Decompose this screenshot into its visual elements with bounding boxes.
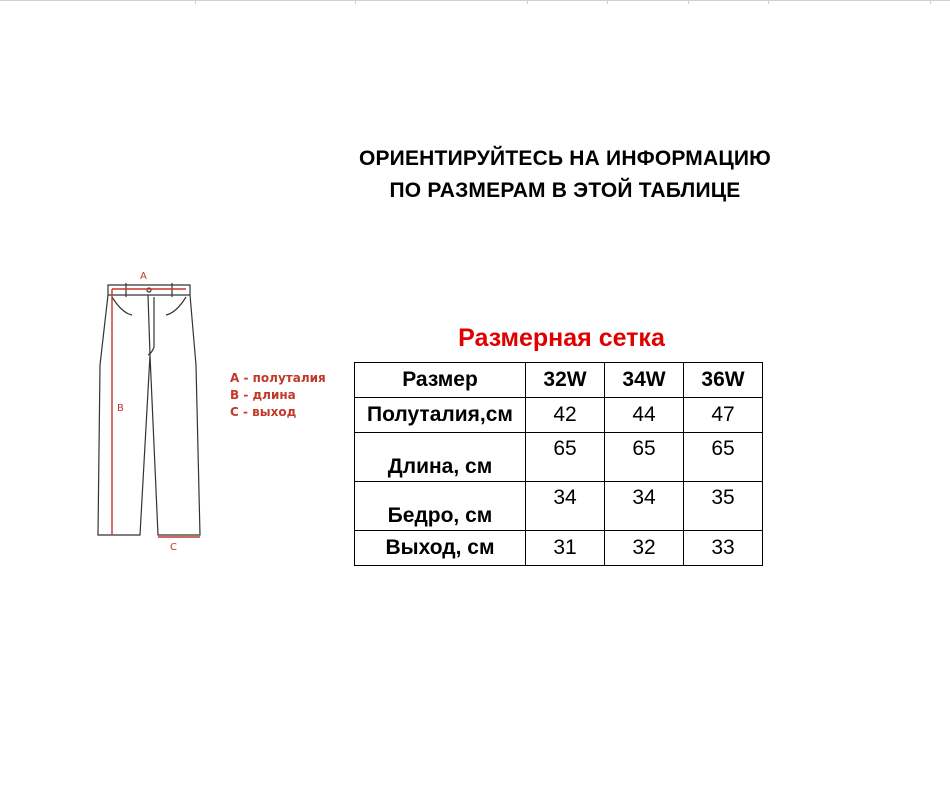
- table-cell: 35: [684, 482, 763, 531]
- marker-a-label: A: [140, 271, 147, 282]
- table-row: [355, 482, 763, 531]
- table-header-row: [355, 363, 763, 398]
- legend-item-a: A - полуталия: [230, 371, 326, 385]
- table-cell: 34: [526, 482, 605, 531]
- pants-pocket-left: [112, 297, 132, 315]
- diagram-legend: [230, 370, 326, 421]
- table-header-label: Размер: [355, 363, 526, 398]
- table-row: [355, 531, 763, 566]
- grid-tick: [607, 0, 608, 4]
- table-header-size: 32W: [526, 363, 605, 398]
- grid-tick: [930, 0, 931, 4]
- marker-b-label: B: [117, 403, 124, 414]
- table-cell: 65: [605, 433, 684, 482]
- pants-pocket-right: [166, 297, 186, 315]
- marker-c-label: C: [170, 542, 177, 553]
- grid-tick: [195, 0, 196, 4]
- table-row: [355, 398, 763, 433]
- row-label: Бедро, см: [355, 482, 526, 531]
- row-label: Выход, см: [355, 531, 526, 566]
- pants-waistband: [108, 285, 190, 295]
- heading-line-1: ОРИЕНТИРУЙТЕСЬ НА ИНФОРМАЦИЮ: [358, 147, 772, 170]
- table-cell: 33: [684, 531, 763, 566]
- heading-line-2: ПО РАЗМЕРАМ В ЭТОЙ ТАБЛИЦЕ: [389, 179, 741, 202]
- table-cell: 42: [526, 398, 605, 433]
- pants-diagram: [92, 265, 222, 565]
- table-cell: 65: [684, 433, 763, 482]
- grid-tick: [355, 0, 356, 4]
- legend-item-b: B - длина: [230, 388, 296, 402]
- table-cell: 31: [526, 531, 605, 566]
- pants-fly: [148, 295, 150, 355]
- table-row: [355, 433, 763, 482]
- table-cell: 44: [605, 398, 684, 433]
- table-cell: 32: [605, 531, 684, 566]
- table-cell: 34: [605, 482, 684, 531]
- grid-tick: [527, 0, 528, 4]
- legend-item-c: C - выход: [230, 405, 297, 419]
- row-label: Длина, см: [355, 433, 526, 482]
- page-heading: [330, 143, 800, 207]
- table-cell: 47: [684, 398, 763, 433]
- top-border-line: [0, 0, 950, 1]
- grid-tick: [688, 0, 689, 4]
- grid-tick: [768, 0, 769, 4]
- table-header-size: 34W: [605, 363, 684, 398]
- row-label: Полуталия,см: [355, 398, 526, 433]
- size-grid-title: Размерная сетка: [458, 324, 665, 352]
- table-cell: 65: [526, 433, 605, 482]
- table-header-size: 36W: [684, 363, 763, 398]
- size-table: [354, 362, 763, 566]
